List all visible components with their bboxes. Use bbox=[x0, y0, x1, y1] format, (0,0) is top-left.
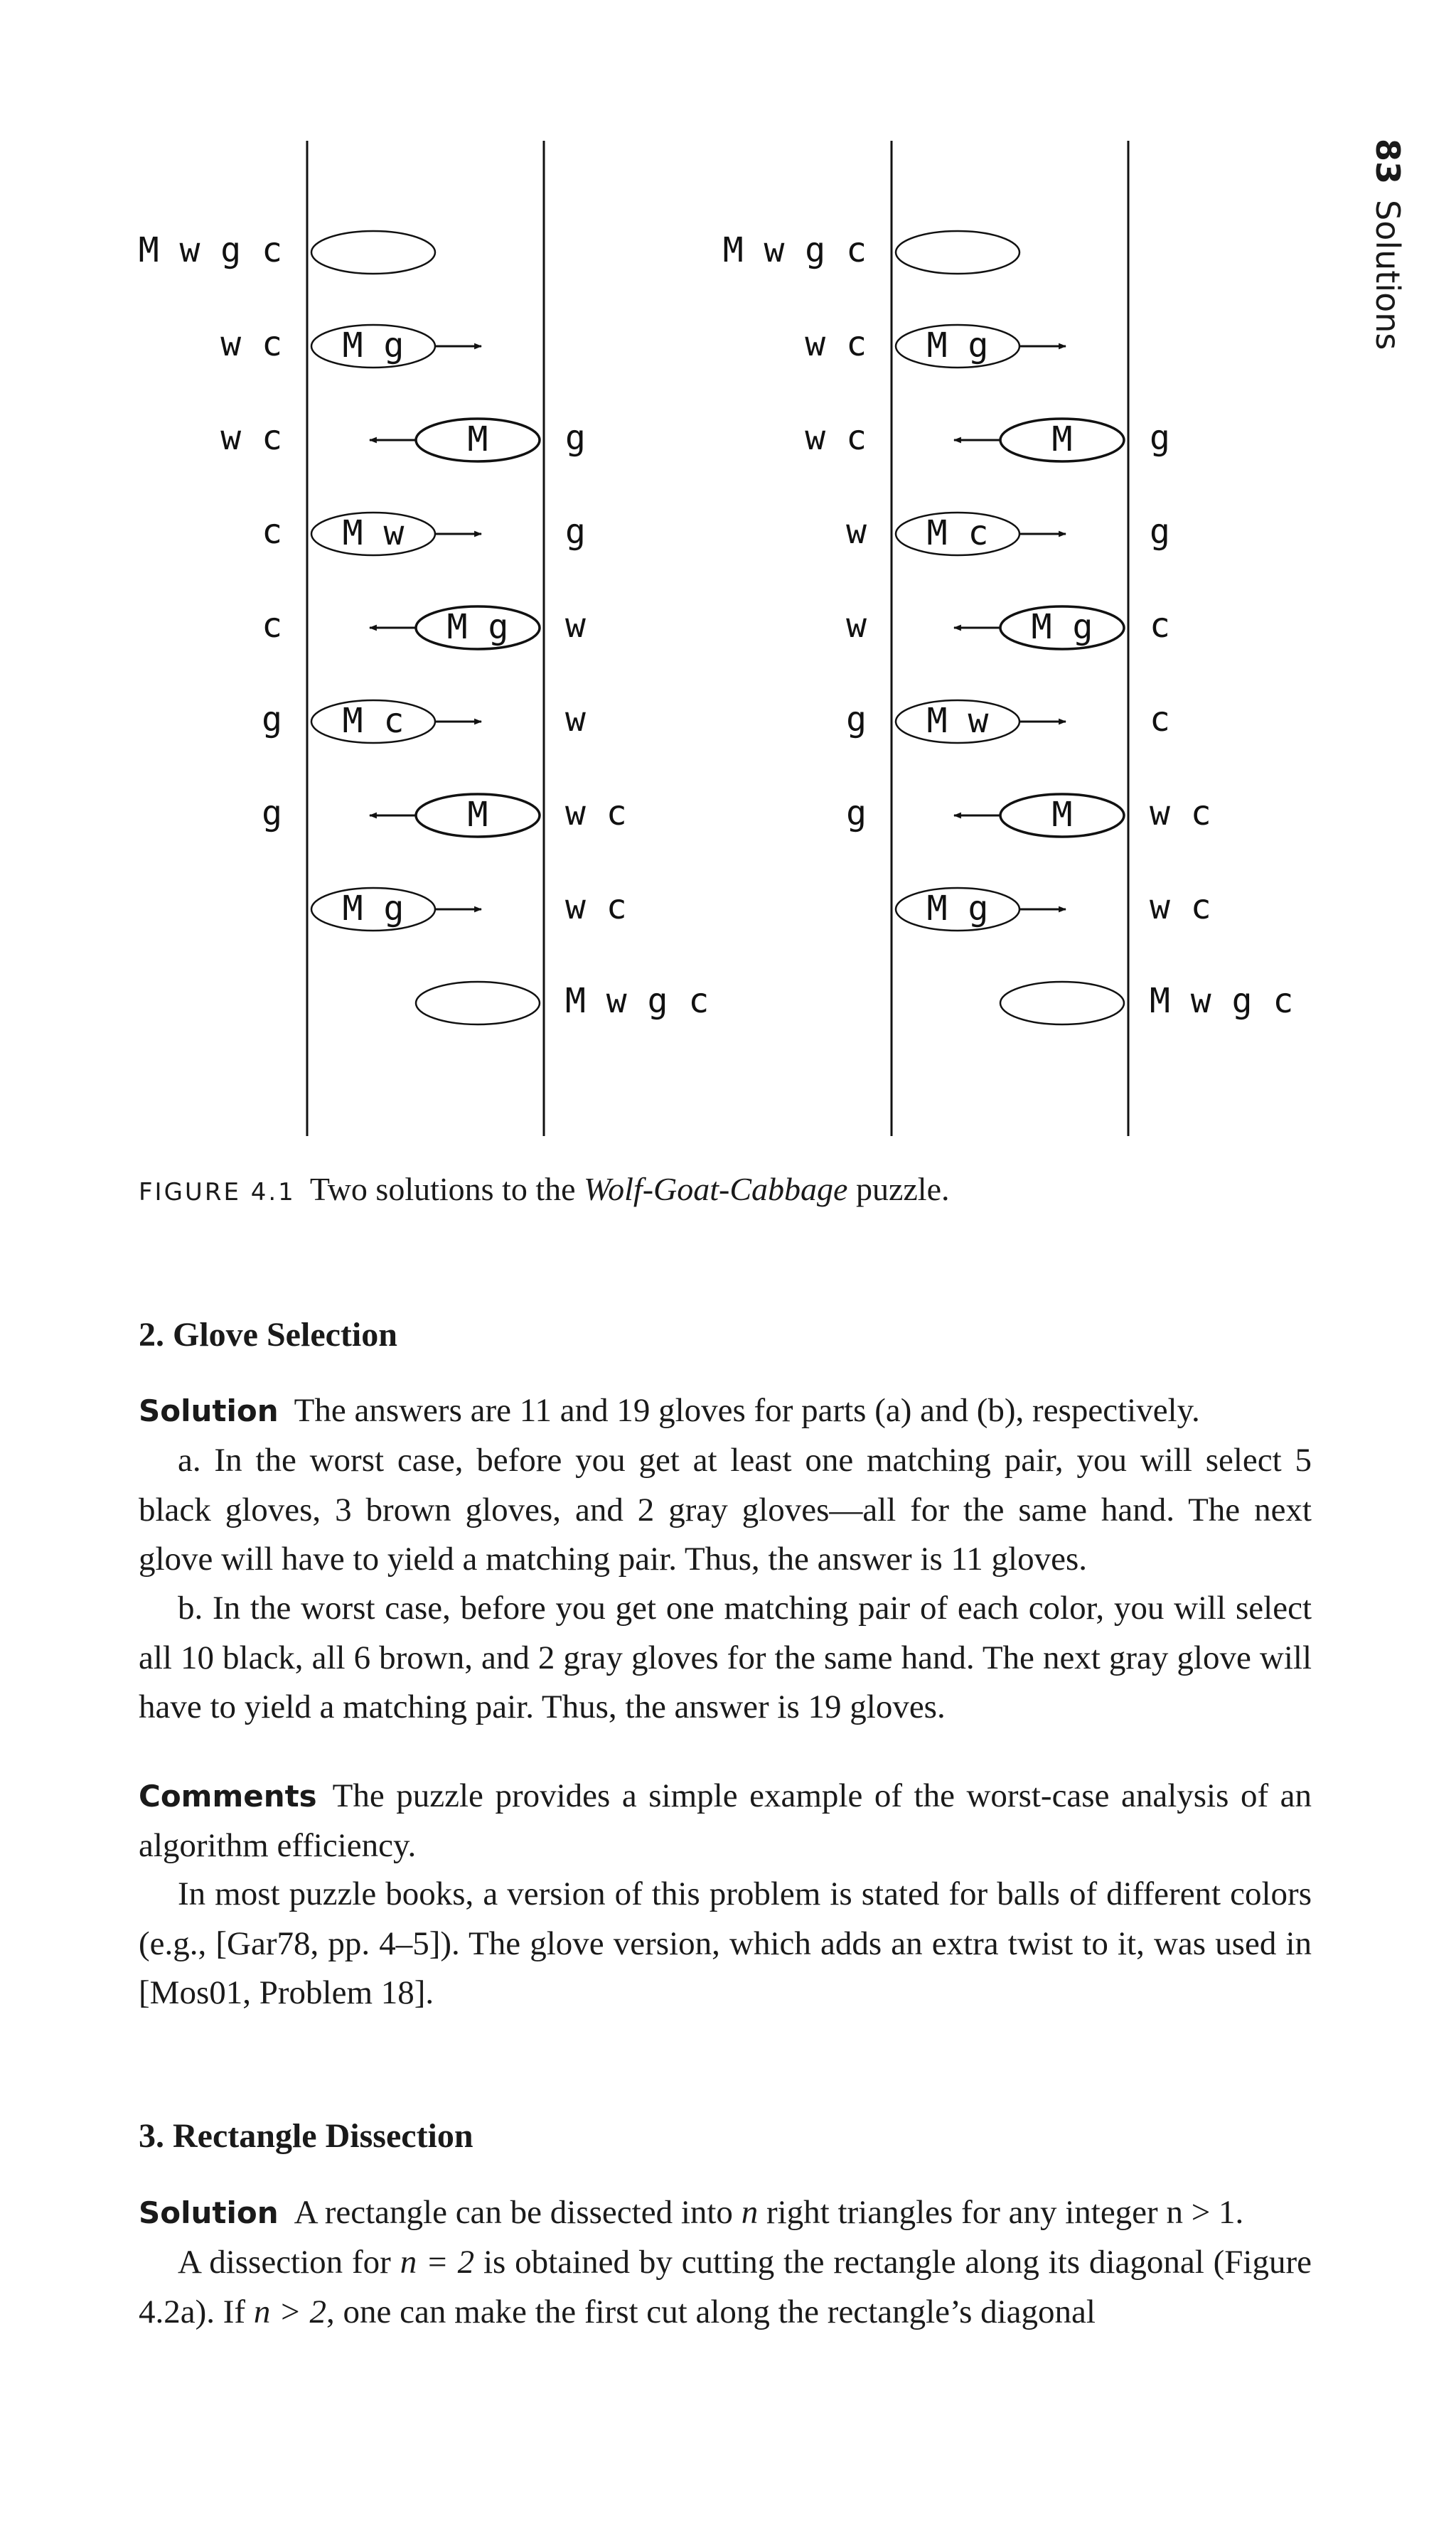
solution-label-2: Solution bbox=[139, 2195, 279, 2230]
rectangle-solution-statement bbox=[139, 2188, 1312, 2238]
right-bank-label: M w g c bbox=[1150, 981, 1294, 1021]
boat-passengers: M bbox=[467, 419, 488, 459]
left-bank-label: g bbox=[262, 793, 282, 833]
right-bank-label: g bbox=[565, 418, 586, 458]
boat-passengers: M w bbox=[926, 701, 989, 741]
boat-passengers: M g bbox=[446, 607, 509, 647]
running-head-title: Solutions bbox=[1369, 200, 1407, 350]
right-bank-label: w bbox=[565, 606, 586, 646]
boat-passengers: M g bbox=[342, 889, 405, 928]
boat-passengers: M c bbox=[342, 701, 405, 741]
figure-label: FIGURE 4.1 bbox=[139, 1178, 296, 1206]
right-bank-label: g bbox=[1150, 512, 1170, 552]
right-bank-label: w c bbox=[565, 793, 627, 833]
left-bank-label: g bbox=[846, 700, 867, 739]
boat-passengers: M bbox=[1051, 419, 1073, 459]
right-bank-label: w bbox=[565, 700, 586, 739]
left-bank-label: c bbox=[262, 606, 282, 646]
boat-passengers: M w bbox=[342, 513, 405, 553]
left-bank-label: M w g c bbox=[138, 230, 282, 270]
figure-4-1-diagram bbox=[0, 0, 1456, 1166]
left-bank-label: g bbox=[262, 700, 282, 739]
glove-comments-paragraph-2: In most puzzle books, a version of this problem is stated for balls of different colors (e.g., [Gar78, pp. 4–5]). The glove version, which adds an extra twist to it, was used in [Mos01, Problem 18]. bbox=[139, 1875, 1312, 2011]
left-bank-label: M w g c bbox=[722, 230, 867, 270]
rectangle-paragraph-2 bbox=[139, 2238, 1312, 2337]
boat-passengers: M c bbox=[926, 513, 989, 553]
boat-passengers: M g bbox=[1031, 607, 1093, 647]
glove-comments bbox=[139, 1772, 1312, 1870]
boat-passengers: M bbox=[467, 795, 488, 835]
left-bank-label: w c bbox=[805, 418, 867, 458]
rect-p2-e: , one can make the first cut along the rectangle’s diagonal bbox=[326, 2293, 1096, 2330]
left-bank-label: g bbox=[846, 793, 867, 833]
left-bank-label: w c bbox=[220, 418, 282, 458]
caption-text-pre: Two solutions to the bbox=[309, 1171, 584, 1207]
glove-solution-statement bbox=[139, 1386, 1312, 1436]
rect-solution-expr: n > 1. bbox=[1166, 2194, 1244, 2231]
figure-caption bbox=[139, 1169, 1312, 1212]
rect-solution-var: n bbox=[741, 2194, 759, 2231]
rect-p2-d: n > 2 bbox=[253, 2293, 327, 2330]
rect-p2-b: n = 2 bbox=[400, 2244, 475, 2281]
boat-ellipse bbox=[1000, 982, 1124, 1024]
right-bank-label: w c bbox=[565, 887, 627, 927]
right-bank-label: M w g c bbox=[565, 981, 710, 1021]
comments-label: Comments bbox=[139, 1779, 317, 1814]
caption-text-italic: Wolf-Goat-Cabbage bbox=[584, 1171, 848, 1207]
glove-part-a: a. In the worst case, before you get at least one matching pair, you will select 5 black gloves, 3 brown gloves, and 2 gray gloves—all for the same hand. The next glove will have to yield a matching pair. Thus, the answer is 11 gloves. bbox=[139, 1442, 1312, 1578]
right-bank-label: c bbox=[1150, 700, 1170, 739]
right-bank-label: w c bbox=[1150, 793, 1211, 833]
left-bank-label: w bbox=[846, 606, 867, 646]
rect-solution-pre: A rectangle can be dissected into bbox=[294, 2194, 742, 2231]
right-bank-label: c bbox=[1150, 606, 1170, 646]
right-bank-label: w c bbox=[1150, 887, 1211, 927]
left-bank-label: c bbox=[262, 512, 282, 552]
glove-solution-text: The answers are 11 and 19 gloves for parts (a) and (b), respectively. bbox=[294, 1392, 1200, 1429]
boat-passengers: M bbox=[1051, 795, 1073, 835]
glove-part-b: b. In the worst case, before you get one matching pair of each color, you will select all 10 black, all 6 brown, and 2 gray gloves for the same hand. The next gray glove will have to yield a matching pair. Thus, the answer is 19 gloves. bbox=[139, 1590, 1312, 1725]
solution-label: Solution bbox=[139, 1393, 279, 1428]
glove-comments-text: The puzzle provides a simple example of the worst-case analysis of an algorithm efficiency. bbox=[139, 1777, 1312, 1864]
boat-ellipse bbox=[311, 231, 435, 274]
left-bank-label: w c bbox=[805, 324, 867, 364]
rect-p2-c: is obtained by cutting the rectangle along its diagonal (Figure 4.2a). If bbox=[139, 2244, 1312, 2330]
right-bank-label: g bbox=[1150, 418, 1170, 458]
left-bank-label: w c bbox=[220, 324, 282, 364]
boat-ellipse bbox=[416, 982, 540, 1024]
right-bank-label: g bbox=[565, 512, 586, 552]
section-heading-rectangle-dissection: 3. Rectangle Dissection bbox=[139, 2117, 473, 2155]
rect-p2-a: A dissection for bbox=[178, 2244, 400, 2281]
boat-passengers: M g bbox=[342, 326, 405, 365]
boat-passengers: M g bbox=[926, 326, 989, 365]
boat-ellipse bbox=[896, 231, 1019, 274]
page-number: 83 bbox=[1369, 139, 1407, 185]
left-bank-label: w bbox=[846, 512, 867, 552]
section-heading-glove-selection: 2. Glove Selection bbox=[139, 1316, 397, 1354]
rect-solution-post: right triangles for any integer bbox=[758, 2194, 1167, 2231]
caption-text-post: puzzle. bbox=[847, 1171, 950, 1207]
boat-passengers: M g bbox=[926, 889, 989, 928]
